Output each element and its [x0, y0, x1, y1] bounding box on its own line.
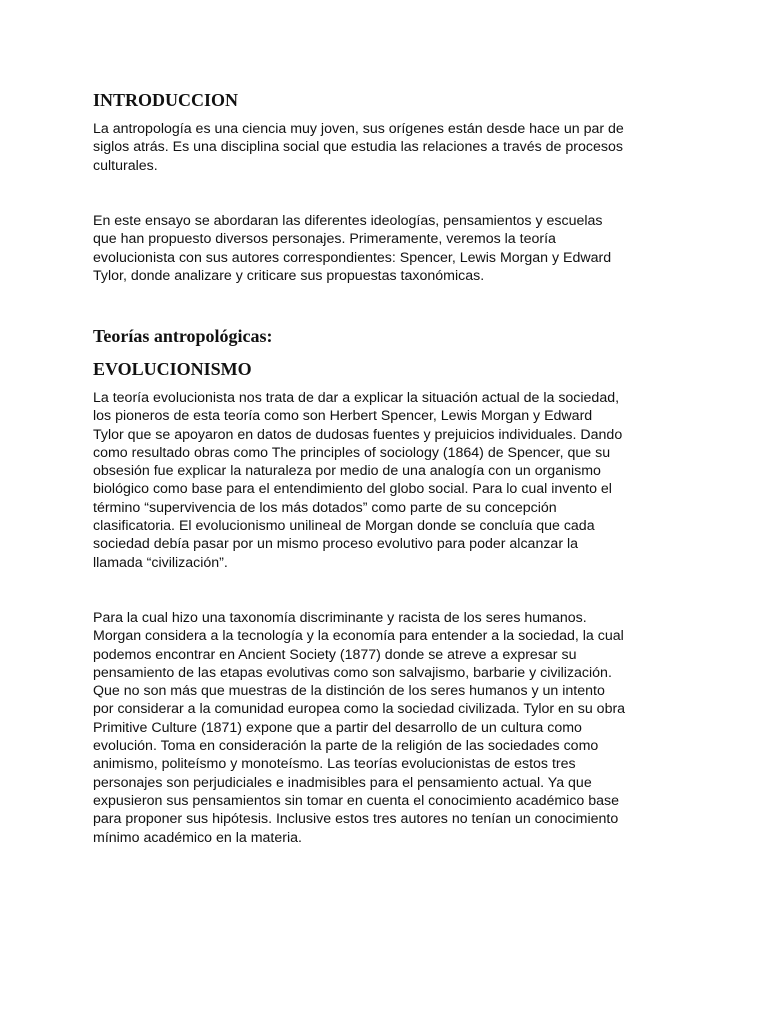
text-line: biológico como base para el entendimiento del globo social. Para lo cual invento el [93, 481, 612, 498]
text-line: Tylor, donde analizare y criticare sus propuestas taxonómicas. [93, 267, 485, 284]
text-line: como resultado obras como The principles of sociology (1864) de Spencer, que su [93, 444, 611, 461]
text-line: siglos atrás. Es una disciplina social que estudia las relaciones a través de procesos [93, 139, 623, 156]
text-line: que han propuesto diversos personajes. Primeramente, veremos la teoría [93, 231, 556, 248]
text-line: culturales. [93, 157, 158, 174]
text-line: los pioneros de esta teoría como son Herbert Spencer, Lewis Morgan y Edward [93, 408, 593, 425]
text-line: término “supervivencia de los más dotados” como parte de su concepción [93, 499, 557, 516]
text-line: clasificatoria. El evolucionismo unilineal de Morgan donde se concluía que cada [93, 518, 595, 535]
text-line: evolución. Toma en consideración la parte de la religión de las sociedades como [93, 738, 599, 755]
intro-paragraph-2 [93, 212, 683, 285]
text-line: por considerar a la comunidad europea como la sociedad civilizada. Tylor en su obra [93, 701, 626, 718]
heading-introduccion: INTRODUCCION [93, 90, 239, 110]
text-line: La antropología es una ciencia muy joven, sus orígenes están desde hace un par de [93, 121, 624, 137]
text-line: evolucionista con sus autores correspondientes: Spencer, Lewis Morgan y Edward [93, 249, 612, 266]
heading-evolucionismo: EVOLUCIONISMO [93, 359, 252, 379]
evolucionismo-paragraph-1 [93, 389, 683, 572]
text-line: Para la cual hizo una taxonomía discriminante y racista de los seres humanos. [93, 610, 587, 626]
text-line: Morgan considera a la tecnología y la economía para entender a la sociedad, la cual [93, 628, 624, 645]
text-line: animismo, politeísmo y monoteísmo. Las teorías evolucionistas de estos tres [93, 756, 576, 773]
text-line: personajes son perjudiciales e inadmisibles para el pensamiento actual. Ya que [93, 774, 592, 791]
text-line: para proponer sus hipótesis. Inclusive estos tres autores no tenían un conocimiento [93, 811, 619, 828]
heading-teorias-antropologicas: Teorías antropológicas: [93, 326, 273, 346]
text-line: expusieron sus pensamientos sin tomar en cuenta el conocimiento académico base [93, 792, 620, 809]
text-line: Que no son más que muestras de la distinción de los seres humanos y un intento [93, 683, 605, 700]
text-line: En este ensayo se abordaran las diferentes ideologías, pensamientos y escuelas [93, 213, 603, 229]
text-line: Primitive Culture (1871) expone que a partir del desarrollo de un cultura como [93, 719, 582, 736]
text-line: pensamiento de las etapas evolutivas como son salvajismo, barbarie y civilización. [93, 664, 612, 681]
evolucionismo-paragraph-2 [93, 609, 683, 847]
text-line: llamada “civilización”. [93, 554, 228, 571]
text-line: mínimo académico en la materia. [93, 829, 302, 846]
text-line: obsesión fue explicar la naturaleza por medio de una analogía con un organismo [93, 463, 601, 480]
text-line: Tylor que se apoyaron en datos de dudosas fuentes y prejuicios individuales. Dando [93, 426, 623, 443]
text-line: La teoría evolucionista nos trata de dar a explicar la situación actual de la sociedad, [93, 390, 620, 406]
intro-paragraph-1 [93, 120, 683, 175]
text-line: sociedad debía pasar por un mismo proceso evolutivo para poder alcanzar la [93, 536, 579, 553]
text-line: podemos encontrar en Ancient Society (1877) donde se atreve a expresar su [93, 646, 577, 663]
